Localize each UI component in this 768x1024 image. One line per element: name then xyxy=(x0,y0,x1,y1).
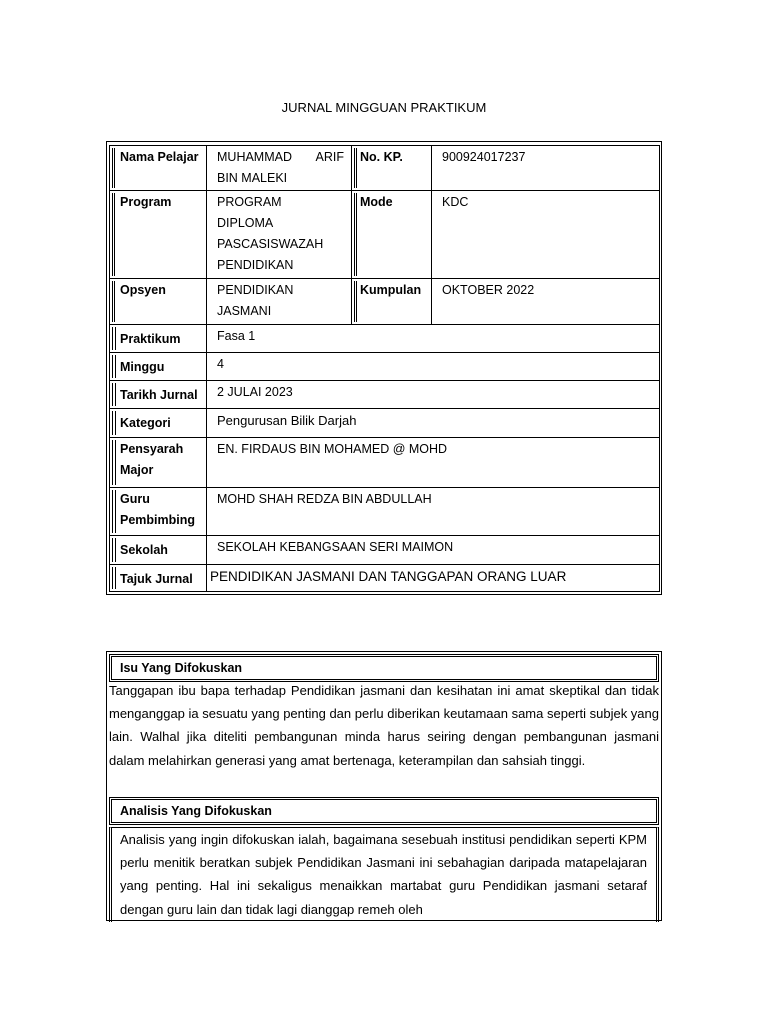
program-line-1: PROGRAM xyxy=(217,195,282,209)
program-line-4: PENDIDIKAN xyxy=(217,258,294,272)
analisis-box xyxy=(109,827,659,922)
nama-pelajar-label-text: Nama Pelajar xyxy=(120,150,199,164)
no-kp-value: 900924017237 xyxy=(431,145,660,191)
pensyarah-major-value: EN. FIRDAUS BIN MOHAMED @ MOHD xyxy=(206,437,660,488)
kategori-label-text: Kategori xyxy=(120,416,171,430)
tajuk-jurnal-label xyxy=(109,564,207,592)
student-info-table xyxy=(106,141,662,595)
journal-section xyxy=(106,651,662,921)
opsyen-label xyxy=(109,278,207,325)
sekolah-label-text: Sekolah xyxy=(120,543,168,557)
tarikh-jurnal-label-text: Tarikh Jurnal xyxy=(120,388,198,402)
opsyen-label-text: Opsyen xyxy=(120,283,166,297)
minggu-label xyxy=(109,352,207,381)
kategori-value: Pengurusan Bilik Darjah xyxy=(206,408,660,438)
nama-pelajar-part-b: ARIF xyxy=(315,150,344,164)
tajuk-jurnal-label-text: Tajuk Jurnal xyxy=(120,572,193,586)
program-value xyxy=(206,190,352,279)
tarikh-jurnal-label xyxy=(109,380,207,409)
pensyarah-label-line-2: Major xyxy=(120,463,154,477)
kategori-label xyxy=(109,408,207,438)
isu-heading: Isu Yang Difokuskan xyxy=(109,654,659,682)
no-kp-label-text: No. KP. xyxy=(360,150,403,164)
guru-label-line-1: Guru xyxy=(120,492,150,506)
minggu-label-text: Minggu xyxy=(120,360,165,374)
program-label xyxy=(109,190,207,279)
kumpulan-value: OKTOBER 2022 xyxy=(431,278,660,325)
kumpulan-label xyxy=(351,278,432,325)
guru-pembimbing-label xyxy=(109,487,207,536)
minggu-value: 4 xyxy=(206,352,660,381)
sekolah-value: SEKOLAH KEBANGSAAN SERI MAIMON xyxy=(206,535,660,565)
analisis-text: Analisis yang ingin difokuskan ialah, bagaimana sesebuah institusi pendidikan seperti KPM perlu menitik beratkan subjek Pendidikan Jasmani ini sebahagian daripada matapelajaran yang penting. Hal ini sekaligus menaikkan martabat guru Pendidikan jasmani setaraf dengan guru lain dan tidak lagi dianggap remeh oleh xyxy=(120,832,647,917)
page-title: JURNAL MINGGUAN PRAKTIKUM xyxy=(281,100,487,115)
analisis-heading: Analisis Yang Difokuskan xyxy=(109,797,659,825)
tajuk-jurnal-value: PENDIDIKAN JASMANI DAN TANGGAPAN ORANG LUAR xyxy=(206,564,660,592)
pensyarah-major-label xyxy=(109,437,207,488)
nama-pelajar-value xyxy=(206,145,352,191)
guru-pembimbing-value: MOHD SHAH REDZA BIN ABDULLAH xyxy=(206,487,660,536)
praktikum-label-text: Praktikum xyxy=(120,332,181,346)
guru-label-line-2: Pembimbing xyxy=(120,513,196,527)
nama-pelajar-label xyxy=(109,145,207,191)
program-line-3: PASCASISWAZAH xyxy=(217,237,324,251)
mode-label xyxy=(351,190,432,279)
nama-pelajar-part-a: MUHAMMAD xyxy=(217,150,292,164)
program-label-text: Program xyxy=(120,195,172,209)
opsyen-line-1: PENDIDIKAN xyxy=(217,283,294,297)
program-line-2: DIPLOMA xyxy=(217,216,274,230)
opsyen-value xyxy=(206,278,352,325)
tarikh-jurnal-value: 2 JULAI 2023 xyxy=(206,380,660,409)
mode-value: KDC xyxy=(431,190,660,279)
kumpulan-label-text: Kumpulan xyxy=(360,283,422,297)
nama-pelajar-part-c: BIN MALEKI xyxy=(217,171,288,185)
mode-label-text: Mode xyxy=(360,195,393,209)
praktikum-value: Fasa 1 xyxy=(206,324,660,353)
no-kp-label xyxy=(351,145,432,191)
isu-text: Tanggapan ibu bapa terhadap Pendidikan jasmani dan kesihatan ini amat skeptikal dan tidak menganggap ia sesuatu yang penting dan perlu diberikan keutamaan sama seperti subjek yang lain. Walhal jika diteliti pembangunan minda harus seiring dengan pembangunan jasmani dalam melahirkan generasi yang amat bertenaga, keterampilan dan sahsiah tinggi. xyxy=(109,683,659,768)
opsyen-line-2: JASMANI xyxy=(217,304,272,318)
pensyarah-label-line-1: Pensyarah xyxy=(120,442,184,456)
praktikum-label xyxy=(109,324,207,353)
sekolah-label xyxy=(109,535,207,565)
